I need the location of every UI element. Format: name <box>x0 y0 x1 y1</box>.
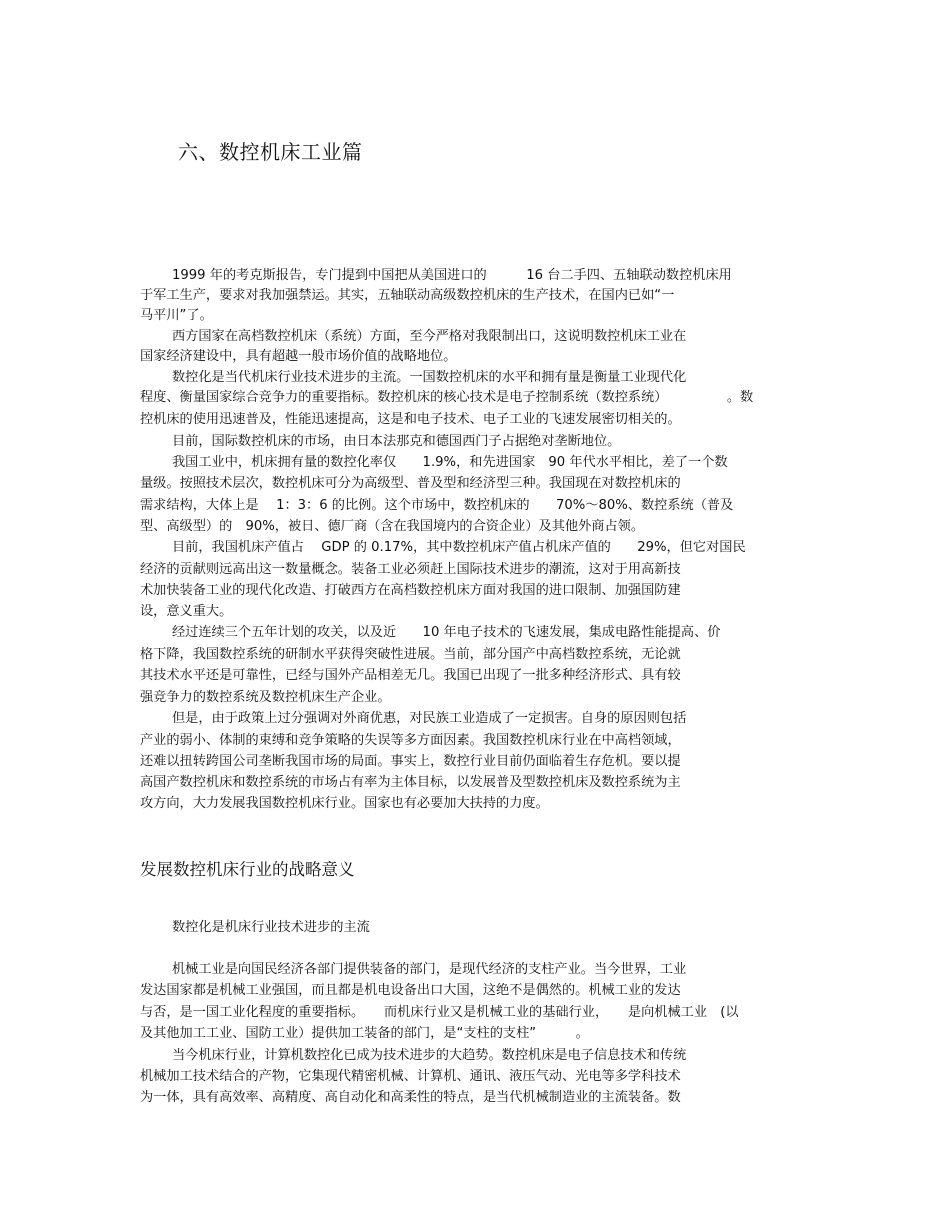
paragraph-line: 产业的弱小、体制的束缚和竞争策略的失误等多方面因素。我国数控机床行业在中高档领域， <box>140 733 681 748</box>
paragraph-line: 经过连续三个五年计划的攻关，以及近 10 年电子技术的飞速发展，集成电路性能提高、价 <box>172 625 721 640</box>
paragraph-line: 数控化是当代机床行业技术进步的主流。一国数控机床的水平和拥有量是衡量工业现代化 <box>172 370 687 385</box>
section-heading: 发展数控机床行业的战略意义 <box>140 860 355 879</box>
paragraph-line: 机械加工技术结合的产物，它集现代精密机械、计算机、通讯、液压气动、光电等多学科技术 <box>140 1069 681 1084</box>
paragraph-line: 目前，国际数控机床的市场，由日本法那克和德国西门子占据绝对垄断地位。 <box>172 434 621 449</box>
paragraph-line: 于军工生产，要求对我加强禁运。其实，五轴联动高级数控机床的生产技术，在国内已如“一 <box>140 288 675 303</box>
paragraph-line: 高国产数控机床和数控系统的市场占有率为主体目标，以发展普及型数控机床及数控系统为主 <box>140 775 681 790</box>
paragraph-line: 设，意义重大。 <box>140 604 233 619</box>
paragraph-line: 格下降，我国数控系统的研制水平获得突破性进展。当前，部分国产中高档数控系统，无论就 <box>140 647 681 662</box>
paragraph-line: 西方国家在高档数控机床（系统）方面，至今严格对我限制出口，这说明数控机床工业在 <box>172 329 687 344</box>
paragraph-line: 其技术水平还是可靠性，已经与国外产品相差无几。我国已出现了一批多种经济形式、具有较 <box>140 668 681 683</box>
paragraph-line: 攻方向，大力发展我国数控机床行业。国家也有必要加大扶持的力度。 <box>140 796 549 811</box>
paragraph-line: 及其他加工工业、国防工业）提供加工装备的部门，是“支柱的支柱” 。 <box>140 1026 589 1041</box>
paragraph-line: 目前，我国机床产值占 GDP 的 0.17%，其中数控机床产值占机床产值的 29%，但它对国民 <box>172 540 746 555</box>
paragraph-line: 控机床的使用迅速普及，性能迅速提高，这是和电子技术、电子工业的飞速发展密切相关的。 <box>140 412 681 427</box>
paragraph-line: 与否，是一国工业化程度的重要指标。 而机床行业又是机械工业的基础行业， 是向机械工业 (以 <box>140 1005 739 1020</box>
subheading: 数控化是机床行业技术进步的主流 <box>172 920 370 935</box>
page-title: 六、数控机床工业篇 <box>178 140 363 164</box>
paragraph-line: 还难以扭转跨国公司垄断我国市场的局面。事实上，数控行业目前仍面临着生存危机。要以提 <box>140 754 681 769</box>
paragraph-line: 术加快装备工业的现代化改造、打破西方在高档数控机床方面对我国的进口限制、加强国防建 <box>140 583 681 598</box>
paragraph-line: 我国工业中，机床拥有量的数控化率仅 1.9%，和先进国家 90 年代水平相比，差了一个数 <box>172 455 728 470</box>
paragraph-line: 需求结构，大体上是 1：3：6 的比例。这个市场中，数控机床的 70%～80%、数控系统（普及 <box>140 498 734 513</box>
paragraph-line: 机械工业是向国民经济各部门提供装备的部门，是现代经济的支柱产业。当今世界，工业 <box>172 962 687 977</box>
paragraph-line: 发达国家都是机械工业强国，而且都是机电设备出口大国，这绝不是偶然的。机械工业的发达 <box>140 983 681 998</box>
paragraph-line: 经济的贡献则远高出这一数量概念。装备工业必须赶上国际技术进步的潮流，这对于用高新技 <box>140 562 681 577</box>
paragraph-line: 强竞争力的数控系统及数控机床生产企业。 <box>140 690 391 705</box>
paragraph-line: 当今机床行业，计算机数控化已成为技术进步的大趋势。数控机床是电子信息技术和传统 <box>172 1048 687 1063</box>
paragraph-line: 但是，由于政策上过分强调对外商优惠，对民族工业造成了一定损害。自身的原因则包括 <box>172 711 687 726</box>
paragraph-line: 为一体，具有高效率、高精度、高自动化和高柔性的特点，是当代机械制造业的主流装备。数 <box>140 1090 681 1105</box>
paragraph-line: 型、高级型）的 90%，被日、德厂商（含在我国境内的合资企业）及其他外商占领。 <box>140 519 645 534</box>
paragraph-line: 1999 年的考克斯报告，专门提到中国把从美国进口的 16 台二手四、五轴联动数控机床用 <box>172 268 732 283</box>
paragraph-line: 量级。按照技术层次，数控机床可分为高级型、普及型和经济型三种。我国现在对数控机床的 <box>140 476 681 491</box>
paragraph-line: 国家经济建设中，具有超越一般市场价值的战略地位。 <box>140 349 457 364</box>
paragraph-line: 程度、衡量国家综合竞争力的重要指标。数控机床的核心技术是电子控制系统（数控系统） 。数 <box>140 390 754 405</box>
paragraph-line: 马平川”了。 <box>140 308 213 323</box>
